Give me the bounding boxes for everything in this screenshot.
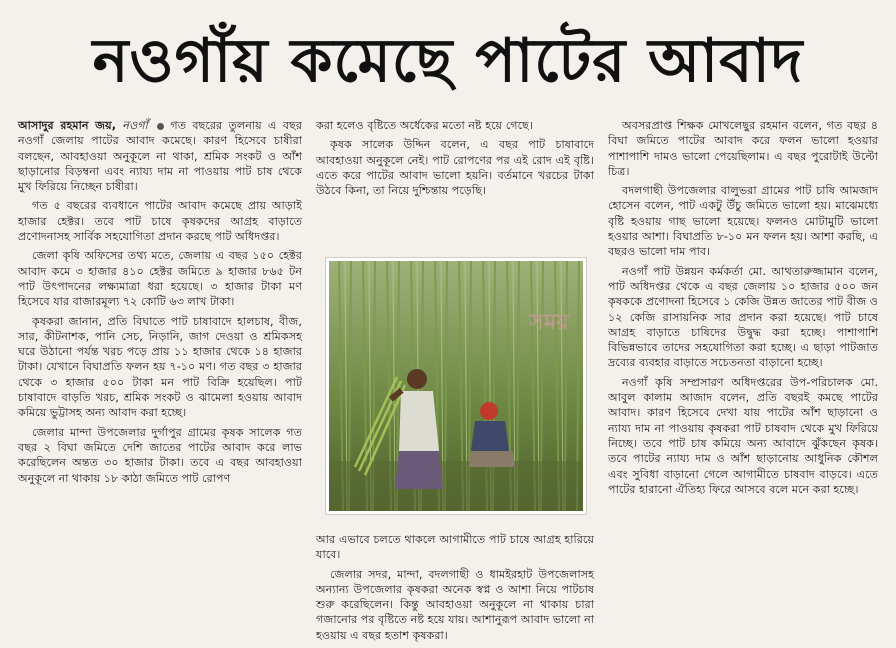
- paragraph: আর এভাবে চলতে থাকলে আগামীতে পাট চাষে আগ্রহ হারিয়ে যাবে।: [316, 533, 594, 562]
- paragraph: কৃষকরা জানান, প্রতি বিঘাতে পাট চাষাবাদে হালচাষ, বীজ, সার, কীটনাশক, পানি সেচ, নিড়ানি, জাগ দেওয়া ও শ্রমিকসহ ঘরে উঠানো পর্যন্ত খরচ পড়ে প্রায় ১১ হাজার থেকে ১৪ হাজার টাকা। যেখানে বিঘাপ্রতি ফলন হয় ৭-১০ মণ। গত বছর ৩ হাজার থেকে ৩ হাজার ৫০০ টাকা মন পাট বিক্রি হয়েছিল। পাট চাষাবাদে বাড়তি খরচ, শ্রমিক সংকট ও ঝামেলা হওয়ায় আবাদ কমিয়ে ভুট্টাসহ অন্য আবাদ করা হচ্ছে।: [18, 314, 302, 420]
- byline-name: আসাদুর রহমান জয়,: [18, 119, 116, 132]
- article-column-1: [18, 118, 302, 490]
- byline: [18, 118, 302, 194]
- headline: নওগাঁয় কমেছে পাটের আবাদ: [92, 26, 804, 96]
- paragraph: জেলার সদর, মান্দা, বদলগাছী ও ধামইরহাট উপজেলাসহ অন্যান্য উপজেলার কৃষকরা অনেক স্বপ্ন ও আশা নিয়ে পাটচাষ শুরু করেছিলেন। কিন্তু আবহাওয়া অনুকূলে না থাকায় চারা গজানোর পর বৃষ্টিতে নষ্ট হয়ে যায়। আশানুরূপ আবাদ ভালো না হওয়ায় এ বছর হতাশ কৃষকরা।: [316, 567, 594, 642]
- photo-container: [316, 248, 594, 518]
- paragraph: বদলগাছী উপজেলার বালুভরা গ্রামের পাট চাষি আমজাদ হোসেন বলেন, পাট একটু উঁচু জমিতে ভালো হয়। মাঝেমধ্যে বৃষ্টি হওয়ায় গাছ ভালো হয়েছে। ফলনও মোটামুটি ভালো হওয়ার আশা। বিঘাপ্রতি ৮-১০ মন ফলন হয়। আশা করছি, এ বছরও ভালো দাম পাব।: [608, 184, 878, 259]
- bullet-dot-icon: [157, 123, 164, 130]
- byline-location: নওগাঁ: [122, 119, 148, 132]
- article-column-2-top: [316, 118, 594, 202]
- paragraph: নওগাঁ পাট উন্নয়ন কর্মকর্তা মো. আথতারুজ্জামান বলেন, পাট অধিদপ্তর থেকে এ বছর জেলায় ১০ হাজার ৫০০ জন কৃষককে প্রণোদনা হিসেবে ১ কেজি উন্নত জাতের পাট বীজ ও ১২ কেজি রাসায়নিক সার প্রদান করা হয়েছে। পাট চাষে আগ্রহ বাড়াতে চাষিদের উদ্বুদ্ধ করা হচ্ছে। পাশাপাশি বিভিন্নভাবে তাদের সহযোগিতা করা হচ্ছে। এ ছাড়া পাটজাত দ্রব্যের ব্যবহার বাড়াতে সচেতনতা বাড়ানো হচ্ছে।: [608, 264, 878, 370]
- paragraph: নওগাঁ কৃষি সম্প্রসারণ অধিদপ্তরের উপ-পরিচালক মো. আবুল কালাম আজাদ বলেন, প্রতি বছরই কমছে পাটের আবাদ। কারণ হিসেবে দেখা যায় পাটের আঁশ ছাড়ানো ও ন্যায্য দাম না পাওয়ায় কৃষকরা পাট চাষবাদ থেকে মুখ ফিরিয়ে নিচ্ছে। তবে পাট চাষ কমিয়ে অন্য আবাদে ঝুঁকছেন কৃষক। তবে পাটের ন্যায্য দাম ও আঁশ ছাড়ানোয় আধুনিক কৌশল এবং সুবিধা বাড়ানো গেলে আগামীতে চাষবাদ বাড়বে। এতে পাটের হারানো ঐতিহ্য ফিরে আসবে বলে মনে করা হচ্ছে।: [608, 375, 878, 496]
- paragraph: কৃষক সালেক উদ্দিন বলেন, এ বছর পাট চাষাবাদে আবহাওয়া অনুকূলে নেই। পাট রোপণের পর এই রোদ এই বৃষ্টি। এতে করে পাটের আবাদ ভালো হয়নি। বর্তমানে খরচের টাকা উঠবে কিনা, তা নিয়ে দুশ্চিন্তায় পড়েছি।: [316, 138, 594, 198]
- article-column-2-bottom: [316, 532, 594, 647]
- paragraph: করা হলেও বৃষ্টিতে অর্ধেকের মতো নষ্ট হয়ে গেছে।: [316, 119, 533, 132]
- paragraph: গত বছরের তুলনায় এ বছর নওগাঁ জেলায় পাটের আবাদ কমেছে। কারণ হিসেবে চাষীরা বলছেন, আবহাওয়া অনুকূলে না থাকা, শ্রমিক সংকট ও আঁশ ছাড়ানোর বিড়ম্বনা এবং ন্যায্য দাম না পাওয়ায় পাট চাষ থেকে মুখ ফিরিয়ে নিচ্ছেন চাষীরা।: [18, 119, 302, 194]
- jute-field-photo: [326, 258, 586, 514]
- paragraph: জেলা কৃষি অফিসের তথ্য মতে, জেলায় এ বছর ১৫০ হেক্টর আবাদ কমে ৩ হাজার ৪১০ হেক্টর জমিতে ৯ হাজার ৮৬৫ টন পাট উৎপাদনের লক্ষ্যমাত্রা ধরা হয়েছে। ৩ হাজার টাকা মণ হিসেবে যার বাজারমূল্য ৭২ কোটি ৬৩ লাখ টাকা।: [18, 249, 302, 309]
- paragraph: জেলার মান্দা উপজেলার দুর্গাপুর গ্রামের কৃষক সালেক গত বছর ২ বিঘা জমিতে দেশি জাতের পাটের আবাদ করে লাভ করেছিলেন অন্তত ৩০ হাজার টাকা। তবে এ বছর আবহাওয়া অনুকূলে না থাকায় ১৮ কাঠা জমিতে পাট রোপণ: [18, 425, 302, 485]
- paragraph: অবসরপ্রাপ্ত শিক্ষক মোখলেছুর রহমান বলেন, গত বছর ৪ বিঘা জমিতে পাটের আবাদ করে ফলন ভালো হওয়ার পাশাপাশি দামও ভালো পেয়েছিলাম। এ বছর পুরোটাই উল্টো চিত্র।: [608, 119, 878, 178]
- article-column-3: [608, 118, 878, 501]
- jute-field-image: [329, 261, 583, 511]
- photo-watermark: সময়: [529, 310, 569, 335]
- paragraph: গত ৫ বছরের ব্যবধানে পাটের আবাদ কমেছে প্রায় আড়াই হাজার হেক্টর। তবে পাট চাষে কৃষকদের আগ্রহ বাড়াতে প্রণোদনাসহ সার্বিক সহযোগিতা প্রদান করছে পাট অধিদপ্তর।: [18, 199, 302, 244]
